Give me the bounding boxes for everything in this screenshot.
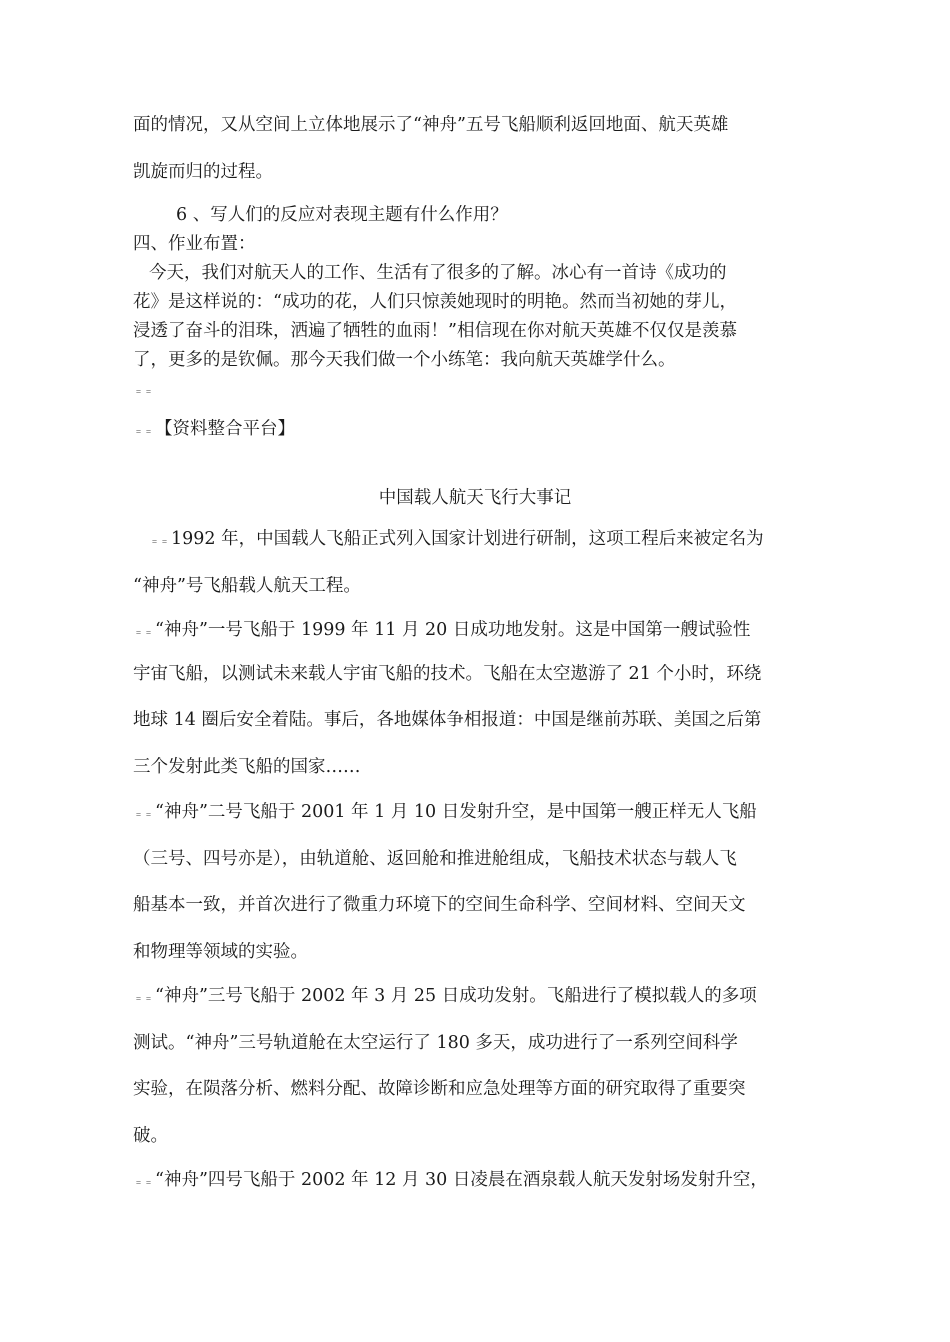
- homework-line: 花》是这样说的：“成功的花，人们只惊羡她现时的明艳。然而当初她的芽儿，: [133, 292, 737, 312]
- marker-glyph: ﹦﹦: [149, 534, 169, 547]
- event-text: “神舟”一号飞船于 1999 年 11 月 20 日成功地发射。这是中国第一艘试验性: [155, 620, 751, 640]
- paragraph-line: 凯旋而归的过程。: [133, 162, 273, 182]
- event-line: 测试。“神舟”三号轨道舱在太空运行了 180 多天，成功进行了一系列空间科学: [133, 1033, 738, 1053]
- marker-glyph: ﹦﹦: [133, 807, 153, 820]
- event-text: “神舟”二号飞船于 2001 年 1 月 10 日发射升空，是中国第一艘正样无人飞船: [155, 802, 757, 822]
- event-line: 实验，在陨落分析、燃料分配、故障诊断和应急处理等方面的研究取得了重要突: [133, 1079, 746, 1099]
- event-text: 1992 年，中国载人飞船正式列入国家计划进行研制，这项工程后来被定名为: [171, 529, 764, 549]
- article-title: 中国载人航天飞行大事记: [378, 488, 572, 508]
- marker-glyph: ﹦﹦: [133, 424, 153, 437]
- event-line: 三个发射此类飞船的国家……: [133, 757, 361, 777]
- event-line: “神舟”号飞船载人航天工程。: [133, 576, 361, 596]
- event-line: （三号、四号亦是），由轨道舱、返回舱和推进舱组成，飞船技术状态与载人飞: [133, 849, 737, 869]
- event-line: [133, 1172, 768, 1190]
- event-line: 宇宙飞船，以测试未来载人宇宙飞船的技术。飞船在太空遨游了 21 个小时，环绕: [133, 664, 762, 684]
- homework-line: 了，更多的是钦佩。那今天我们做一个小练笔：我向航天英雄学什么。: [133, 350, 676, 370]
- paragraph-line: 面的情况，又从空间上立体地展示了“神舟”五号飞船顺利返回地面、航天英雄: [133, 115, 729, 135]
- event-line: [133, 988, 757, 1006]
- homework-line: 今天，我们对航天人的工作、生活有了很多的了解。冰心有一首诗《成功的: [149, 263, 727, 283]
- marker: [133, 381, 155, 399]
- event-line: [133, 622, 750, 640]
- section-heading-homework: 四、作业布置：: [133, 234, 256, 254]
- event-text: “神舟”三号飞船于 2002 年 3 月 25 日成功发射。飞船进行了模拟载人的多项: [155, 986, 757, 1006]
- question-6: 6 、写人们的反应对表现主题有什么作用？: [176, 205, 508, 225]
- homework-line: 浸透了奋斗的泪珠，洒遍了牺牲的血雨！”相信现在你对航天英雄不仅仅是羡慕: [133, 321, 737, 341]
- event-line: 船基本一致，并首次进行了微重力环境下的空间生命科学、空间材料、空间天文: [133, 895, 746, 915]
- event-line: [149, 531, 764, 549]
- event-text: “神舟”四号飞船于 2002 年 12 月 30 日凌晨在酒泉载人航天发射场发射升空，: [155, 1170, 768, 1190]
- marker-glyph: ﹦﹦: [133, 625, 153, 638]
- event-line: 和物理等领域的实验。: [133, 942, 308, 962]
- resource-heading: [133, 421, 295, 439]
- marker-glyph: ﹦﹦: [133, 384, 153, 397]
- resource-heading-text: 【资料整合平台】: [155, 419, 295, 439]
- event-line: 地球 14 圈后安全着陆。事后，各地媒体争相报道：中国是继前苏联、美国之后第: [133, 710, 762, 730]
- event-line: [133, 804, 757, 822]
- marker-glyph: ﹦﹦: [133, 1175, 153, 1188]
- marker-glyph: ﹦﹦: [133, 991, 153, 1004]
- event-line: 破。: [133, 1126, 168, 1146]
